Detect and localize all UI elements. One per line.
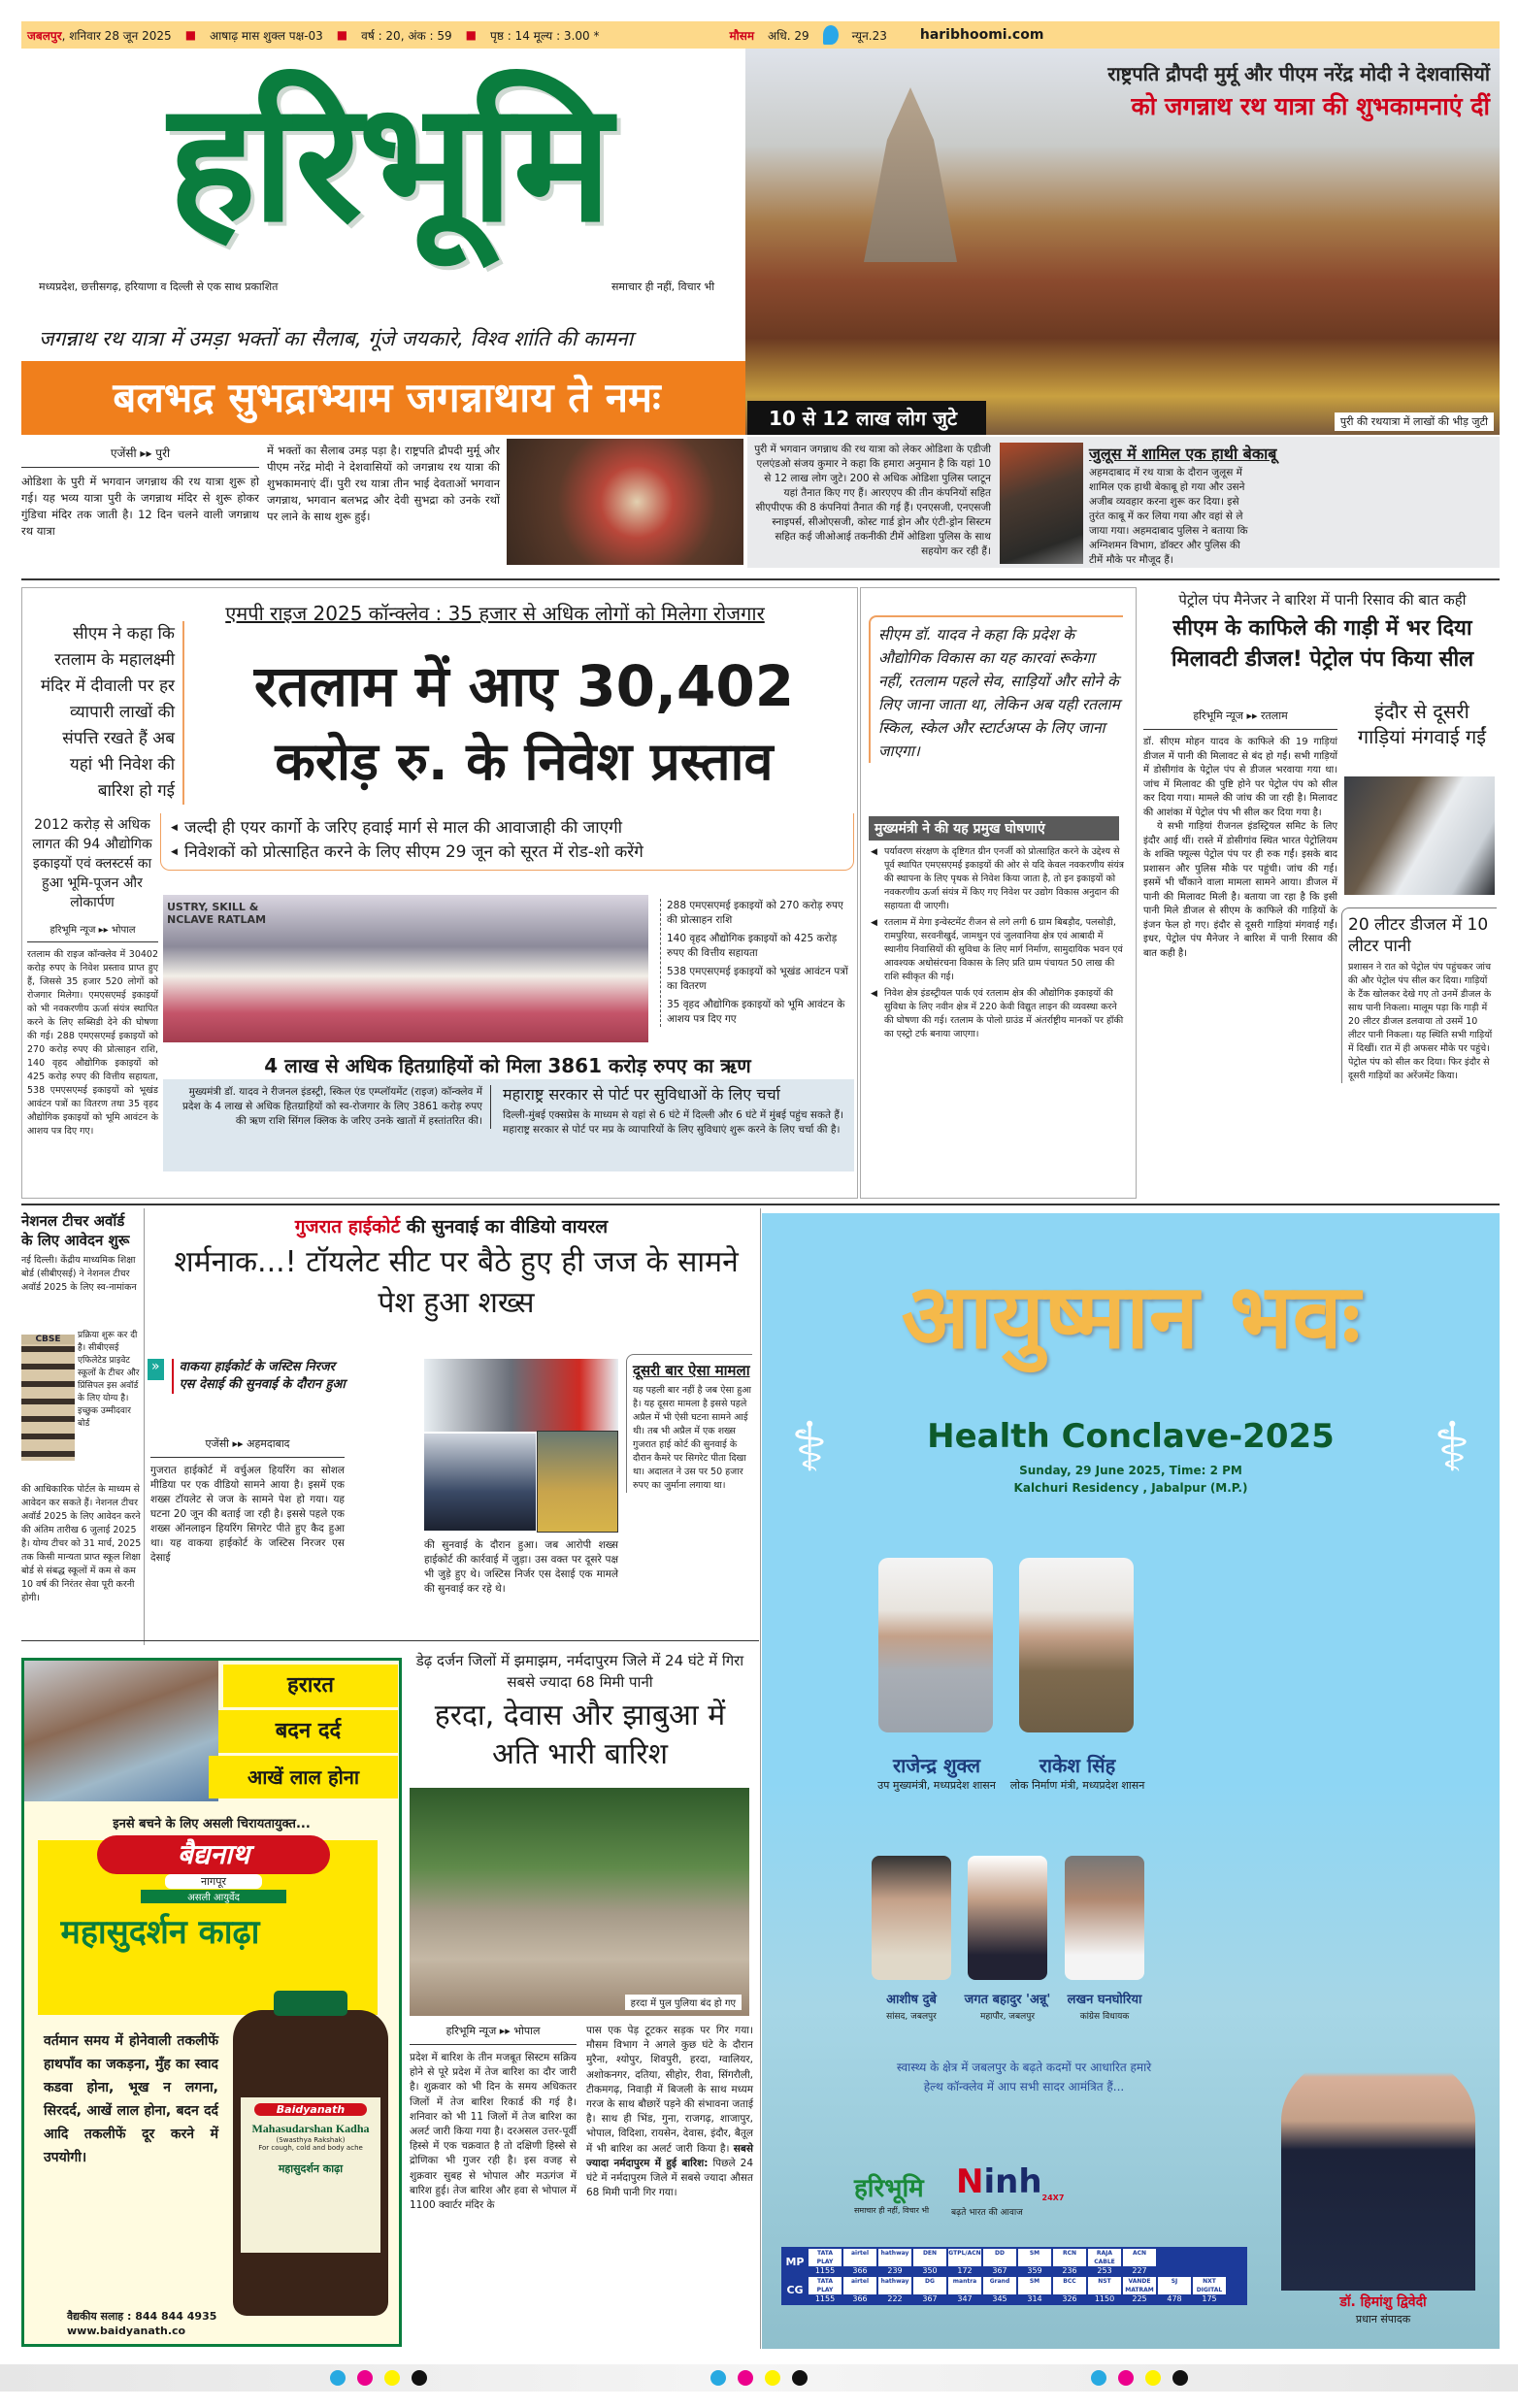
rath-yatra-crowd-photo [745, 49, 1500, 435]
channel-item [843, 2249, 876, 2275]
event-datetime: Sunday, 29 June 2025, Time: 2 PM [1019, 1464, 1242, 1477]
symptom: हरारत [223, 1665, 398, 1707]
fact-item: 538 एमएसएमई इकाइयों को भूखंड आवंटन पत्रों का वितरण [667, 966, 848, 992]
editor-name: डॉ. हिमांशु द्विवेदी [1339, 2294, 1427, 2310]
ratlam-bullet: ◀ जल्दी ही एयर कार्गो के जरिए हवाई मार्ग से माल की आवाजाही की जाएगी [171, 817, 843, 839]
bottle-sub: (Swasthya Rakshak) [276, 2136, 346, 2144]
mp-label: MP [785, 2256, 805, 2268]
gujarat-kicker-red: गुजरात हाईकोर्ट [294, 1216, 401, 1237]
weather-label: मौसम [729, 28, 755, 43]
channel-logo: ACN [1123, 2249, 1156, 2266]
channel-item [808, 2249, 842, 2275]
crowd-label: 10 से 12 लाख लोग जुटे [747, 401, 986, 435]
bottle-name: Mahasudarshan Kadha [251, 2122, 370, 2135]
channel-item [1053, 2249, 1086, 2275]
brand-tag: असली आयुर्वेद [141, 1890, 286, 1903]
haribhoomi-tag: समाचार ही नहीं, विचार भी [854, 2206, 930, 2215]
byline: एजेंसी ▸▸ पुरी [21, 445, 259, 468]
accused-photo [537, 1431, 618, 1533]
channel-number: 236 [1062, 2266, 1077, 2275]
channel-item [913, 2249, 946, 2275]
weather-icon [823, 25, 839, 45]
mp-channels [783, 2249, 1245, 2275]
editor-role: प्रधान संपादक [1355, 2313, 1411, 2326]
event-name: Health Conclave-2025 [927, 1417, 1335, 1456]
baidyanath-ad [21, 1658, 402, 2347]
rain-kicker: डेढ़ दर्जन जिलों में झमाझम, नर्मदापुरम जिले में 24 घंटे में गिरा सबसे ज्यादा 68 मिमी पानी [415, 1652, 744, 1691]
editor-photo [1281, 2048, 1475, 2291]
ratlam-headline-2: करोड़ रु. के निवेश प्रस्ताव [275, 731, 774, 792]
conclave-photo [163, 895, 648, 1042]
ratlam-body: रतलाम की राइज कॉन्क्लेव में 30402 करोड़ रुपए के निवेश प्रस्ताव प्राप्त हुए हैं, जिससे 35 हजार 520 लोगों को रोजगार मिलेगा। एमएसएमई इकाइयों को भी नवकरणीय ऊर्जा संयंत्र स्थापित करने के लिए सब्सिडी देने की घोषणा की गई। 288 एमएसएमई इकाइयों को 270 करोड़ रुपए की प्रोत्साहन राशि, 140 वृहद औद्योगिक इकाइयों को 425 करोड़ रुपए की वित्तीय सहायता, 538 एमएसएमई इकाइयों को भूखंड आवंटन पत्रों का वितरण तथा 35 वृहद औद्योगिक इकाइयों को भूमि आवंटन के आशय पत्र दिए गए। [27, 949, 158, 1137]
guest-photo [968, 1856, 1047, 1980]
announcement: ◀ पर्यावरण संरक्षण के दृष्टिगत ग्रीन एनर्जी को प्रोत्साहित करने के उद्देश्य से पूर्व स्थापित एमएसएमई इकाइयों की ओर से यदि केवल नवकरणीय संयंत्र की स्थापना के लिए पृथक से निवेश किया जाता है, तो इन इकाइयों को नवकरणीय ऊर्जा संयंत्र में किए गए निवेश पर उद्योग विकास अनुदान की सहायता दी जाएगी। [871, 845, 1125, 913]
gujarat-body-1: गुजरात हाईकोर्ट में वर्चुअल हियरिंग का सोशल मीडिया पर एक वीडियो सामने आया है। इसमें एक शख्स टॉयलेट से जज के सामने पेश हो गया। यह घटना 20 जून की बताई जा रही है। इससे पहले एक शख्स ऑनलाइन हियरिंग सिगरेट पीते हुए कैद हुआ था। यह वाकया हाईकोर्ट के जस्टिस निरजर एस देसाई [150, 1465, 345, 1564]
rain-caption: हरदा में पुल पुलिया बंद हो गए [625, 1995, 742, 2010]
announce-head: मुख्यमंत्री ने की यह प्रमुख घोषणाएं [869, 816, 1119, 841]
gujarat-col-1 [150, 1436, 345, 1566]
print-color-bar [0, 2364, 1518, 2392]
rain-body-3: पिछले 24 घंटे में नर्मदापुरम जिले में सबसे ज्यादा औसत 68 मिमी पानी गिर गया। [586, 2157, 754, 2199]
fact-item: 288 एमएसएमई इकाइयों को 270 करोड़ रुपए की प्रोत्साहन राशि [667, 900, 843, 926]
channel-item [913, 2277, 946, 2303]
channel-number: 253 [1097, 2266, 1112, 2275]
ratlam-headline-1: रतलाम में आए 30,402 [253, 653, 795, 719]
edition-city: जबलपुर [27, 28, 62, 43]
temple-shape [852, 87, 969, 262]
channel-logo: DEN [913, 2249, 946, 2266]
channel-item [1018, 2277, 1051, 2303]
gujarat-quote-text: वाकया हाईकोर्ट के जस्टिस निरजर एस देसाई की सुनवाई के दौरान हुआ [172, 1359, 351, 1394]
gujarat-quote [148, 1359, 351, 1394]
channel-item [1018, 2249, 1051, 2275]
announce-list [871, 845, 1125, 1044]
issue-number: वर्ष : 20, अंक : 59 [361, 28, 452, 43]
channel-number: 359 [1027, 2266, 1042, 2275]
judge-photo [424, 1359, 618, 1432]
channel-number: 1155 [814, 2294, 836, 2303]
channel-number: 314 [1027, 2294, 1042, 2303]
channel-item [983, 2277, 1016, 2303]
guest-name: लखन घनघोरिया [1067, 1993, 1142, 2007]
channel-number: 1150 [1094, 2294, 1115, 2303]
diesel-box-body: प्रशासन ने रात को पेट्रोल पंप पहुंचकर जांच की और पेट्रोल पंप सील कर दिया। गाड़ियों के टैंक खोलकर देखे गए तो उनमें डीजल के साथ पानी निकला। मालूम पड़ा कि गाड़ी में 20 लीटर डीजल डलवाया तो उसमें 10 लीटर पानी निकला। यह स्थिति सभी गाड़ियों में दिखीं। रात में ही अफसर मौके पर पहुंचे। पेट्रोल पंप को सील कर दिया। फिर इंदौर से दूसरी गाड़ियों का अरेंजमेंट किया। [1348, 962, 1493, 1081]
channel-item [948, 2277, 981, 2303]
gujarat-kicker-rest: की सुनवाई का वीडियो वायरल [400, 1216, 609, 1237]
guest-name: राजेन्द्र शुक्ल [892, 1754, 981, 1777]
header-bar: जबलपुर , शनिवार 28 जून 2025 ■ आषाढ़ मास शुक्ल पक्ष-03 ■ वर्ष : 20, अंक : 59 ■ पृष्ठ : 14 मूल्य : 3.00 * मौसम अधि. 29 न्यून.23 haribhoomi.com [21, 21, 1500, 49]
ratlam-facts [660, 899, 854, 1027]
loan-head: 4 लाख से अधिक हितग्राहियों को मिला 3861 करोड़ रुपए का ऋण [264, 1054, 751, 1077]
channel-item [878, 2249, 911, 2275]
channel-number: 222 [887, 2294, 903, 2303]
guest-role: लोक निर्माण मंत्री, मध्यप्रदेश शासन [1009, 1779, 1145, 1792]
rain-col-2 [586, 2024, 753, 2200]
ratlam-bullets [160, 813, 854, 871]
double-chevron-icon: » [148, 1359, 164, 1380]
channel-logo: RCN [1053, 2249, 1086, 2266]
byline: हरिभूमि न्यूज ▸▸ भोपाल [410, 2024, 577, 2045]
guest-name: जगत बहादुर 'अन्नू' [964, 1993, 1051, 2007]
bottle-label [241, 2097, 380, 2253]
teacher-headline: नेशनल टीचर अवॉर्ड के लिए आवेदन शुरू [21, 1212, 130, 1249]
ad-intro: इनसे बचने के लिए असली चिरायतायुक्त... [113, 1817, 311, 1831]
channel-item [1123, 2249, 1156, 2275]
channel-number: 1155 [814, 2266, 836, 2275]
lead-kicker-1: राष्ट्रपति द्रौपदी मुर्मू और पीएम नरेंद्र मोदी ने देशवासियों [1107, 62, 1490, 85]
cm-quote: सीएम डॉ. यादव ने कहा कि प्रदेश के औद्योगिक विकास का यह कारवां रूकेगा नहीं, रतलाम पहले सेव, साड़ियों और सोने के लिए जाना जाता था, लेकिन अब यही रतलाम स्किल, स्केल और स्टार्टअप्स के लिए जाना जाएगा। [869, 615, 1123, 763]
byline: एजेंसी ▸▸ अहमदाबाद [150, 1436, 345, 1458]
brand-logo: बैद्यनाथ [97, 1835, 330, 1874]
cg-channels [783, 2277, 1245, 2303]
fact-item: 35 वृहद औद्योगिक इकाइयों को भूमि आवंटन के आशय पत्र दिए गए [667, 999, 845, 1025]
guest-photo [878, 1558, 993, 1732]
channel-number: 345 [992, 2294, 1007, 2303]
lead-banner: बलभद्र सुभद्राभ्याम जगन्नाथाय ते नमः [21, 361, 752, 435]
channel-number: 367 [922, 2294, 938, 2303]
ratlam-quote: सीएम ने कहा कि रतलाम के महालक्ष्मी मंदिर में दीवाली पर हर व्यापारी लाखों की संपत्ति रखते हैं अब यहां भी निवेश की बारिश हो गई [39, 621, 184, 805]
kadha-bottle [233, 2010, 388, 2316]
channel-item [1088, 2277, 1121, 2303]
event-venue: Kalchuri Residency , Jabalpur (M.P.) [1013, 1481, 1248, 1495]
gujarat-kicker [146, 1213, 757, 1238]
diesel-box-head: 20 लीटर डीजल में 10 लीटर पानी [1348, 915, 1489, 956]
channel-item [948, 2249, 981, 2275]
inh-logo-text: inh [983, 2162, 1042, 2201]
bottle-hindi: महासुदर्शन काढ़ा [278, 2162, 344, 2175]
bottle-cap [274, 1991, 347, 2016]
edition-date: , शनिवार 28 जून 2025 [61, 28, 172, 43]
channel-number: 175 [1202, 2294, 1217, 2303]
channel-number: 350 [922, 2266, 938, 2275]
guest-role: सांसद, जबलपुर [886, 2012, 937, 2022]
ratlam-col [27, 922, 158, 1138]
lead-kicker-2: को जगन्नाथ रथ यात्रा की शुभकामनाएं दीं [1131, 92, 1490, 120]
channel-logo: BCC [1053, 2277, 1086, 2294]
channel-logo: GTPL/ACN [948, 2249, 981, 2266]
guest-role: कांग्रेस विधायक [1079, 2012, 1130, 2022]
teacher-body-3: की आधिकारिक पोर्टल के माध्यम से आवेदन कर सकते हैं। नेशनल टीचर अवॉर्ड 2025 के लिए आवेदन करने की अंतिम तारीख 6 जुलाई 2025 है। योग्य टीचर को 31 मार्च, 2025 तक किसी मान्यता प्राप्त स्कूल शिक्षा बोर्ड से संबद्ध स्कूलों में कम से कम 10 वर्ष की निरंतर सेवा पूरी करनी होगी। [21, 1484, 142, 1603]
cbse-label: CBSE [21, 1335, 75, 1344]
port-head: महाराष्ट्र सरकार से पोर्ट पर सुविधाओं के लिए चर्चा [503, 1085, 780, 1104]
cm-box [860, 587, 1137, 1199]
channel-item [983, 2249, 1016, 2275]
diesel-box [1341, 907, 1497, 1083]
lead-col-1 [21, 445, 259, 540]
channel-number: 225 [1132, 2294, 1147, 2303]
guest-name: राकेश सिंह [1039, 1754, 1116, 1777]
rain-bold: सबसे ज्यादा नर्मदापुरम में हुई बारिश: [586, 2142, 753, 2169]
guest-name: आशीष दुबे [886, 1993, 937, 2007]
channel-logo: mantra [948, 2277, 981, 2294]
max-temp: अधि. 29 [768, 28, 809, 43]
channel-item [808, 2277, 842, 2303]
convoy-car-photo [1344, 776, 1495, 895]
channel-logo: SM [1018, 2249, 1051, 2266]
rain-col-1 [410, 2024, 577, 2213]
cg-label: CG [786, 2284, 804, 2296]
rain-body-2: पास एक पेड़ टूटकर सड़क पर गिर गया। मौसम विभाग ने अगले कुछ घंटे के दौरान मुरैना, श्योपुर, शिवपुरी, हरदा, ग्वालियर, अशोकनगर, दतिया, सीहोर, रीवा, सिंगरौली, टीकमगढ़, निवाड़ी में बिजली के साथ मध्यम गरज के साथ बौछारें पड़ने की संभावना जताई है। साथ ही भिंड, गुना, राजगढ़, शाजापुर, भोपाल, विदिशा, रायसेन, देवास, इंदौर, बैतूल में भी बारिश का अलर्ट जारी किया है। [586, 2025, 753, 2155]
lead-body-2: में भक्तों का सैलाब उमड़ पड़ा है। राष्ट्रपति द्रौपदी मुर्मू और पीएम नरेंद्र मोदी ने देशवासियों को जगन्नाथ रथ यात्रा की शुभकामनाएं दीं। पुरी रथ यात्रा तीन भाई देवताओं भगवान जगन्नाथ, भगवान बलभद्र और देवी सुभद्रा को उनके रथों पर लाने के साथ शुरू हुई। [267, 444, 500, 523]
ratlam-side-head: 2012 करोड़ से अधिक लागत की 94 औद्योगिक इकाइयों एवं क्लस्टर्स का हुआ भूमि-पूजन और लोकार्पण [32, 817, 152, 910]
chariot-photo [507, 439, 743, 565]
bottle-use: For cough, cold and body ache [258, 2144, 363, 2152]
byline: हरिभूमि न्यूज ▸▸ भोपाल [27, 922, 158, 942]
guest-photo [1019, 1558, 1134, 1732]
slogan: समाचार ही नहीं, विचार भी [611, 280, 715, 293]
min-temp: न्यून.23 [851, 28, 887, 43]
photo-caption: पुरी की रथयात्रा में लाखों की भीड़ जुटी [1335, 412, 1494, 431]
channel-logo: DG [913, 2277, 946, 2294]
channel-logo: SJ [1158, 2277, 1191, 2294]
channel-number: 227 [1132, 2266, 1147, 2275]
teacher-body-1: नई दिल्ली। केंद्रीय माध्यमिक शिक्षा बोर्ड (सीबीएसई) ने नेशनल टीचर अवॉर्ड 2025 के लिए स्व-नामांकन [21, 1255, 137, 1293]
rain-body-1: प्रदेश में बारिश के तीन मजबूत सिस्टम सक्रिय होने से पूरे प्रदेश में तेज बारिश का दौर जारी है। शुक्रवार को भी दिन के समय अधिकतर जिलों में तेज बारिश रिकार्ड की गई है। शनिवार को भी 11 जिलों में तेज बारिश का अलर्ट जारी किया गया है। दरअसल उत्तर-पूर्वी हिस्से में एक चक्रवात है तो दक्षिणी हिस्से से द्रोणिका भी गुजर रही है। इस वजह से शुक्रवार सुबह से भोपाल और मऊगंज में बारिश हुई। तेज बारिश और हवा से भोपाल में 1100 क्वार्टर मंदिर के [410, 2052, 577, 2212]
inh-logo: Ninh$_{24X7}$ [956, 2162, 1065, 2202]
teacher-body-2: प्रक्रिया शुरू कर दी है। सीबीएसई एफिलेटेड प्राइवेट स्कूलों के टीचर और प्रिंसिपल इस अवॉर्ड के लिए योग्य है। इच्छुक उम्मीदवार बोर्ड [78, 1331, 140, 1429]
helpline: वैद्यकीय सलाह : 844 844 4935 [67, 2310, 217, 2323]
diesel-headline: सीएम के काफिले की गाड़ी में भर दिया मिलावटी डीजल! पेट्रोल पंप किया सील [1171, 616, 1474, 672]
sick-woman-photo [24, 1661, 218, 1801]
diesel-body-1: डॉ. सीएम मोहन यादव के काफिले की 19 गाड़ियां डीजल में पानी की मिलावट से बंद हो गईं। सभी गाड़ियों में डोसीगांव के पेट्रोल पंप से डीजल भरवाया गया था। जांच में मिलावट की पुष्टि होने पर पेट्रोल पंप को सील कर दिया गया। मामले की जांच की जा रही है। मिलावट की आशंका में पेट्रोल पंप भी सील कर दिया गया है। [1143, 737, 1337, 818]
guest-role: उप मुख्यमंत्री, मध्यप्रदेश शासन [877, 1779, 996, 1792]
lead-subhead: जगन्नाथ रथ यात्रा में उमड़ा भक्तों का सैलाब, गूंजे जयकारे, विश्व शांति की कामना [39, 327, 634, 350]
channel-logo: VANDE MATRAM [1123, 2277, 1156, 2294]
channel-item [1158, 2277, 1191, 2303]
channel-item [1053, 2277, 1086, 2303]
courtroom-photo [424, 1434, 536, 1531]
announcement: ◀ निवेश क्षेत्र इंडस्ट्रीयल पार्क एवं रतलाम क्षेत्र की औद्योगिक इकाइयों की सुविधा के लिए नवीन क्षेत्र में 220 केवी विद्युत लाइन की व्यवस्था करने की घोषणा की गई। रतलाम के पोलो ग्राउंड में अंतर्राष्ट्रीय मानकों पर हॉकी का एस्ट्रो टर्फ बनाया जाएगा। [871, 987, 1125, 1041]
channel-number: 366 [852, 2266, 868, 2275]
loan-box [163, 1079, 854, 1171]
channel-strip [781, 2247, 1247, 2305]
diesel-col [1143, 709, 1337, 961]
symptom: बदन दर्द [218, 1710, 398, 1753]
channel-number: 347 [957, 2294, 973, 2303]
caduceus-icon: ⚕ [1434, 1407, 1470, 1487]
tithi: आषाढ़ मास शुक्ल पक्ष-03 [210, 28, 323, 43]
gujarat-body-2: की सुनवाई के दौरान हुआ। जब आरोपी शख्स हाईकोर्ट की कार्रवाई में जुड़ा। उस वक्त पर दूसरे पक्ष भी जुड़े हुए थे। जस्टिस निर्जर एस देसाई एक मामले की सुनवाई कर रहे थे। [424, 1539, 618, 1595]
byline: हरिभूमि न्यूज ▸▸ रतलाम [1143, 709, 1337, 730]
channel-logo: TATA PLAY [808, 2249, 842, 2266]
guest-role: महापौर, जबलपुर [979, 2012, 1036, 2022]
channel-number: 172 [957, 2266, 973, 2275]
channel-item [878, 2277, 911, 2303]
channel-number: 366 [852, 2294, 868, 2303]
bottle-brand: Baidyanath [254, 2103, 367, 2116]
conclave-banner: USTRY, SKILL & NCLAVE RATLAM [167, 901, 267, 926]
channel-logo: airtel [843, 2277, 876, 2294]
channel-number: 478 [1167, 2294, 1182, 2303]
brand-city: नागपूर [165, 1874, 262, 1889]
ratlam-bullet: ◀ निवेशकों को प्रोत्साहित करने के लिए सीएम 29 जून को सूरत में रोड-शो करेंगे [171, 841, 843, 863]
gujarat-side-box [626, 1354, 752, 1493]
gujarat-side-body: यह पहली बार नहीं है जब ऐसा हुआ है। यह दूसरा मामला है इससे पहले अप्रैल में भी ऐसी घटना सामने आई थी। तब भी अप्रैल में एक शख्स गुजरात हाई कोर्ट की सुनवाई के दौरान कैमरे पर सिगरेट पीता दिखा था। अदालत ने उस पर 50 हजार रुपए का जुर्माना लगाया था। [633, 1385, 751, 1491]
channel-item [843, 2277, 876, 2303]
channel-item [1193, 2277, 1226, 2303]
announcement: ◀ रतलाम में मेगा इन्वेस्टमेंट रीजन से लगे लगी 6 ग्राम बिबड़ौद, पलसोड़ी, रामपुरिया, सरवनीखुर्द, जामथुन एवं जुलवानिया क्षेत्र एवं आबादी में स्थानीय निवासियों की सुविधा के लिए मार्ग निर्माण, सामुदायिक भवन एवं आवश्यक अधोसंरचना विकास के लिए प्रति ग्राम पंचायत 50 लाख की राशि स्वीकृत की गई। [871, 916, 1125, 984]
crowd-body: पुरी में भगवान जगन्नाथ की रथ यात्रा को लेकर ओडिशा के एडीजी एलएंडओ संजय कुमार ने कहा कि हमारा अनुमान है कि यहां 10 से 12 लाख लोग जुटे। 200 से अधिक ओडिशा पुलिस प्लाटून यहां तैनात किए गए हैं। आरएएप की तीन कंपनियों सहित सीएपीएफ की 8 कंपनियां तैनात की गई हैं। एनएसजी, एनएसजी स्नाइपर्स, सीओएसजी, कोस्ट गार्ड ड्रोन और एंटी-ड्रोन सिस्टम सहित कई जीओआई तकनीकी टीमें ओडिशा पुलिस के साथ सहयोग कर रही हैं। [754, 444, 991, 557]
channel-logo: NST [1088, 2277, 1121, 2294]
pages-price: पृष्ठ : 14 मूल्य : 3.00 * [490, 28, 600, 43]
channel-logo: Grand [983, 2277, 1016, 2294]
channel-logo: RAJA CABLE [1088, 2249, 1121, 2266]
product-name: महासुदर्शन काढ़ा [60, 1913, 260, 1952]
haribhoomi-logo: हरिभूमि [854, 2174, 924, 2203]
guest-photo [1065, 1856, 1144, 1980]
channel-number: 326 [1062, 2294, 1077, 2303]
channel-logo: TATA PLAY [808, 2277, 842, 2294]
channel-logo: hathway [878, 2277, 911, 2294]
flooded-road-photo [410, 1788, 749, 2016]
channel-logo: SM [1018, 2277, 1051, 2294]
cbse-building-photo [21, 1335, 75, 1461]
masthead-logo: हरिभूमि [168, 67, 609, 259]
health-conclave-ad [762, 1213, 1500, 2349]
crowd-box [747, 437, 1500, 568]
invite-text: स्वास्थ्य के क्षेत्र में जबलपुर के बढ़ते कदमों पर आधारित हमारे हेल्थ कॉन्क्लेव में आप सभी सादर आमंत्रित हैं... [896, 2061, 1152, 2094]
elephant-body: अहमदाबाद में रथ यात्रा के दौरान जुलूस में शामिल एक हाथी बेकाबू हो गया और उसने अजीब व्यवहार करना शुरू कर दिया। इसे तुरंत काबू में कर लिया गया और वहां से ले जाया गया। अहमदाबाद पुलिस ने बताया कि अग्निशमन विभाग, डॉक्टर और पुलिस की टीमें मौके पर मौजूद हैं। [1089, 467, 1248, 566]
loan-body: मुख्यमंत्री डॉ. यादव ने रीजनल इंडस्ट्री, स्किल एंड एम्प्लॉयमेंट (राइज) कॉन्क्लेव में प्रदेश के 4 लाख से अधिक हितग्राहियों को स्व-रोजगार के लिए 3861 करोड़ रुपए की ऋण राशि सिंगल क्लिक के जरिए उनके खातों में हस्तांतरित की। [171, 1085, 491, 1129]
editions-line: मध्यप्रदेश, छत्तीसगढ़, हरियाणा व दिल्ली से एक साथ प्रकाशित [39, 280, 279, 293]
channel-number: 367 [992, 2266, 1007, 2275]
ad-website[interactable]: www.baidyanath.co [67, 2325, 186, 2337]
caduceus-icon: ⚕ [791, 1407, 828, 1487]
channel-logo: NXT DIGITAL [1193, 2277, 1226, 2294]
diesel-kicker: पेट्रोल पंप मैनेजर ने बारिश में पानी रिसाव की बात कही [1178, 591, 1467, 609]
elephant-photo [1000, 443, 1083, 564]
diesel-side-head: इंदौर से दूसरी गाड़ियां मंगवाई गईं [1357, 700, 1487, 748]
inh-tag: बढ़ते भारत की आवाज [951, 2208, 1023, 2218]
port-body: दिल्ली-मुंबई एक्सप्रेस के माध्यम से यहां से 6 घंटे में दिल्ली और 6 घंटे में मुंबई पहुंच सकते हैं। महाराष्ट्र सरकार से पोर्ट पर मप्र के व्यापारियों के लिए सुविधाएं शुरू करने के लिए चर्चा की है। [503, 1109, 843, 1136]
channel-logo: hathway [878, 2249, 911, 2266]
channel-item [1088, 2249, 1121, 2275]
gujarat-headline: शर्मनाक...! टॉयलेट सीट पर बैठे हुए ही जज के सामने पेश हुआ शख्स [174, 1245, 739, 1320]
gujarat-side-head: दूसरी बार ऐसा मामला [633, 1362, 750, 1379]
ad-title: आयुष्मान भवः [901, 1265, 1361, 1369]
rain-headline: हरदा, देवास और झाबुआ में अति भारी बारिश [434, 1699, 726, 1771]
diesel-body-2: ये सभी गाड़ियां रीजनल इंडस्ट्रियल समिट के लिए इंदौर आई थीं। रास्ते में डोसीगांव स्थित भारत पेट्रोलियम के शक्ति फ्यूल्स पेट्रोल पंप पर ही रुक गईं। इसके बाद प्रशासन और पुलिस मौके पर पहुंची। जांच की गई। इसमें भी चौंकाने वाला मामला सामने आया। डीजल में पानी की मिलावट मिली है। बताया जा रहा है कि इसी पानी मिले डीजल से सीएम के काफिले की गाड़ियों के इंजन फेल हो गए। इंदौर से दूसरी गाड़ियां मंगवाई गईं। इधर, पेट्रोल पंप मैनेजर ने बारिश में पानी रिसाव की बात कही है। [1143, 821, 1337, 959]
inh-logo-sub: 24X7 [1041, 2193, 1065, 2202]
ad-body: वर्तमान समय में होनेवाली तकलीफें हाथपाँव का जकड़ना, मुँह का स्वाद कडवा होना, भूख न लगना, सिरदर्द, आखें लाल होना, बदन दर्द आदि तकलीफें दूर करने में उपयोगी। [44, 2033, 218, 2165]
guest-photo [872, 1856, 951, 1980]
fact-item: 140 वृहद औद्योगिक इकाइयों को 425 करोड़ रुपए की वित्तीय सहायता [667, 933, 838, 959]
channel-logo: airtel [843, 2249, 876, 2266]
channel-number: 239 [887, 2266, 903, 2275]
ratlam-kicker: एमपी राइज 2025 कॉन्क्लेव : 35 हजार से अधिक लोगों को मिलेगा रोजगार [225, 602, 765, 625]
channel-logo: DD [983, 2249, 1016, 2266]
symptom: आखें लाल होना [209, 1756, 398, 1798]
elephant-title: जुलूस में शामिल एक हाथी बेकाबू [1089, 445, 1277, 463]
lead-body-1: ओडिशा के पुरी में भगवान जगन्नाथ की रथ यात्रा शुरू हो गई। यह भव्य यात्रा पुरी के जगन्नाथ मंदिर से शुरू होकर गुंडिचा मंदिर तक जाती है। 12 दिन चलने वाली जगन्नाथ रथ यात्रा [21, 475, 259, 538]
website-link[interactable]: haribhoomi.com [919, 27, 1044, 43]
channel-item [1123, 2277, 1156, 2303]
